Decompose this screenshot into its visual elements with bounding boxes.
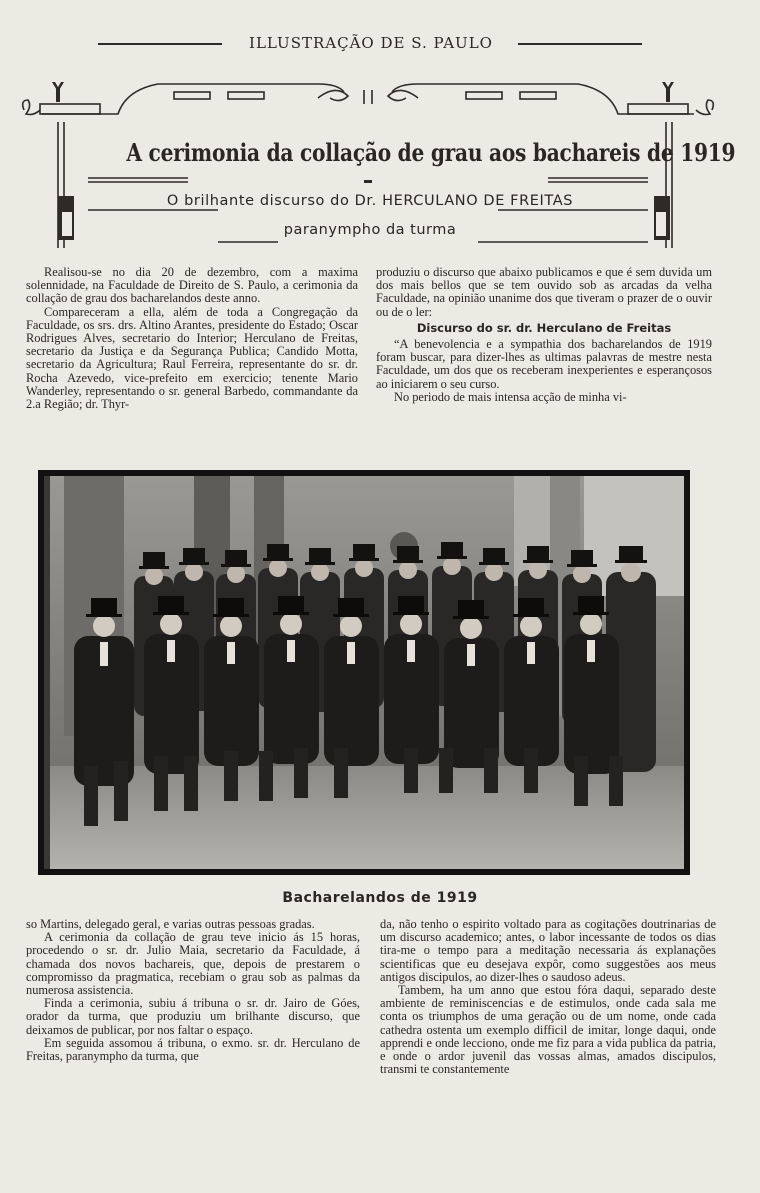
paragraph: No periodo de mais intensa acção de minha vi- [394, 389, 627, 404]
paragraph: produziu o discurso que abaixo publicamos e que é sem duvida um dos mais bellos que se tem ouvido sob as arcadas da velha Faculdade, na opinião unanime dos que tiveram o prazer de o ouvir ou de o ler: [376, 265, 712, 319]
text-column-4 [380, 918, 716, 1076]
head-rule-left [98, 43, 222, 45]
paragraph: “A benevolencia e a sympathia dos bacharelandos de 1919 foram buscar, para dizer-lhes as ultimas palavras de mestre nesta Faculdade, um dos que os receberam inexperientes e esperançosos ao iniciarem o seu curso. [376, 337, 712, 391]
text-column-2 [376, 266, 712, 404]
paragraph: Em seguida assomou á tribuna, o exmo. sr. dr. Herculano de Freitas, paranympho da turma, que [26, 1035, 360, 1064]
paragraph: Realisou-se no dia 20 de dezembro, com a maxima solennidade, na Faculdade de Direito de S. Paulo, a cerimonia da collação de grau dos bacharelandos deste anno. [26, 265, 358, 306]
paragraph: Compareceram a ella, além de toda a Congregação da Faculdade, os srs. drs. Altino Arantes, presidente do Estado; Oscar Rodrigues Alves, secretario do Interior; Herculano de Freitas, secretario da Justiça e da Segurança Publica; Candido Motta, secretario da Agricultura; Raul Ferreira, representante do sr. dr. Rocha Azevedo, vice-prefeito em exercicio; tenente Mario Wanderley, representando o sr. general Barbedo, commandante da 2.a Região; dr. Thyr- [26, 304, 358, 412]
text-column-1 [26, 266, 358, 411]
article-headline: A cerimonia da collação de grau aos bachareis de 1919 [126, 138, 736, 167]
text-column-3 [26, 918, 360, 1063]
paragraph: da, não tenho o espirito voltado para as cogitações doutrinarias de um discurso academico; antes, o labor incessante de todos os dias tira-me o tempo para a meditação necessaria ás explanações scientificas que eu desejava expôr, como suggestões aos meus antigos discipulos, ao dizer-lhes o saudoso adeus. [380, 917, 716, 984]
speech-heading: Discurso do sr. dr. Herculano de Freitas [416, 320, 672, 335]
head-rule-right [518, 43, 642, 45]
article-subheading: O brilhante discurso do Dr. HERCULANO DE FREITAS [166, 193, 574, 209]
paragraph: Tambem, ha um anno que estou fóra daqui, separado deste ambiente de reminiscencias e de estimulos, onde cada sala me conta os triumphos de uma geração ou de um nome, onde cada cathedra ostenta um exemplo difficil de imitar, longe daqui, onde apprendi e onde lecciono, onde me fiz para a vida publica da patria, e onde o ardor juvenil das vossas almas, amados discipulos, transmi te constantemente [380, 983, 716, 1077]
photo-caption: Bacharelandos de 1919 [282, 890, 478, 906]
paragraph: A cerimonia da collação de grau teve inicio ás 15 horas, procedendo o sr. dr. Julio Maia, secretario da Faculdade, á chamada dos novos bachareis, que, depois de prestarem o compromisso da pragmatica, recebiam o grau sob as palmas da numerosa assistencia. [26, 930, 360, 998]
paragraph: so Martins, delegado geral, e varias outras pessoas gradas. [26, 917, 315, 931]
running-head [0, 32, 760, 56]
article-subheading-2: paranympho da turma [283, 222, 457, 238]
group-photograph [38, 470, 690, 875]
paragraph: Finda a cerimonia, subiu á tribuna o sr. dr. Jairo de Góes, orador da turma, que produziu um brilhante discurso, que deixamos de publicar, por nos faltar o espaço. [26, 996, 360, 1037]
graduates-photo-icon [44, 476, 684, 869]
magazine-title: ILLUSTRAÇÃO DE S. PAULO [249, 34, 493, 52]
